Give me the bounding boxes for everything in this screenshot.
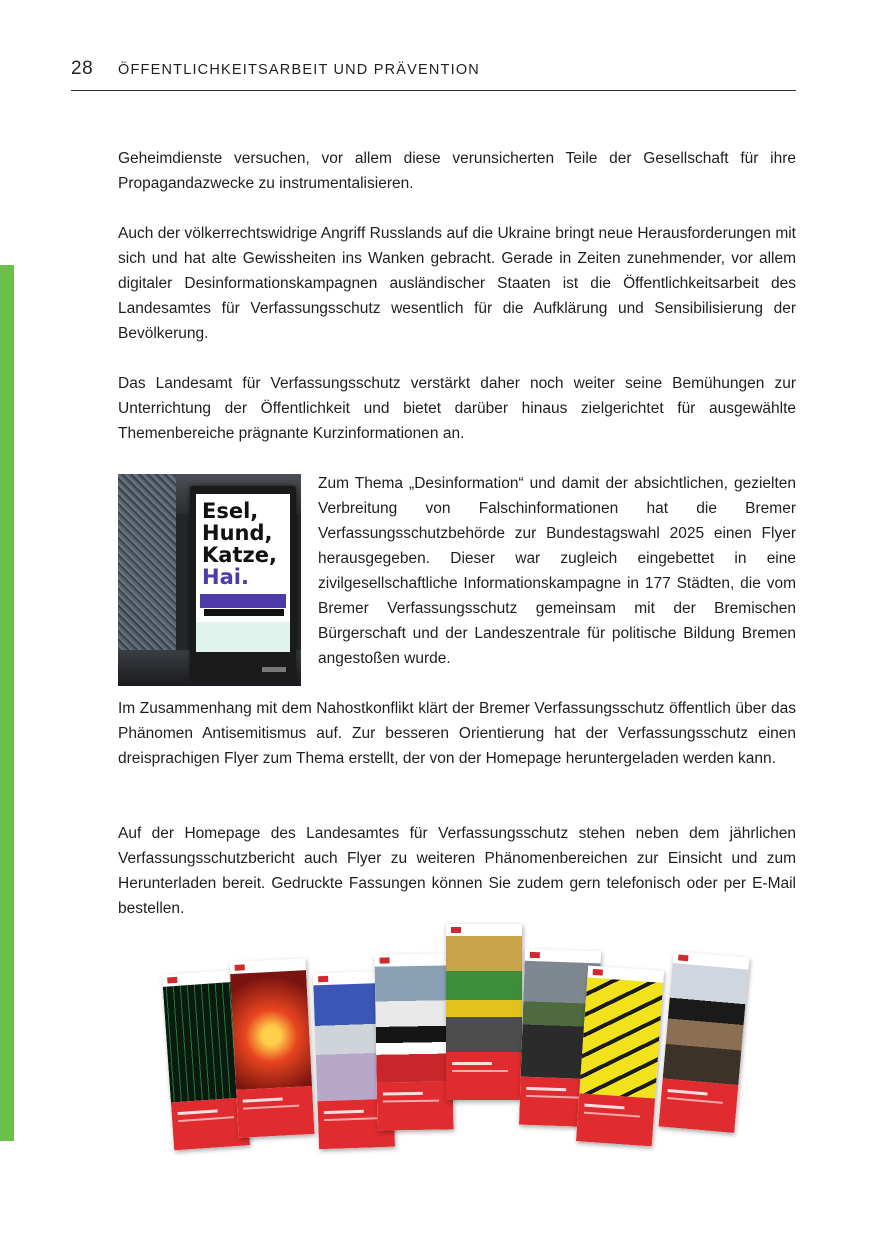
poster-word: Katze, [202, 543, 277, 567]
flyer-left-extremism [229, 958, 314, 1138]
poster-word: Hai. [202, 565, 249, 589]
flyer-islamism [658, 951, 749, 1133]
flyer-pkk [446, 924, 522, 1100]
paragraph-5: Im Zusammenhang mit dem Nahostkonflikt klärt der Bremer Verfassungsschutz öffentlich über das Phänomen Antisemitismus auf. Zur besseren Orientierung hat der Verfassungsschutz einen dreisprachigen Flyer zum Thema erstellt, der von der Homepage heruntergeladen werden kann. [118, 700, 796, 767]
paragraph-6: Auf der Homepage des Landesamtes für Verfassungsschutz stehen neben dem jährlichen Verfassungsschutzbericht auch Flyer zu weiteren Phänomenbereichen zur Einsicht und zum Herunterladen bereit. Gedruckte Fassungen können Sie zudem gern telefonisch oder per E-Mail bestellen. [118, 825, 796, 917]
page-header [71, 56, 796, 91]
flyer-collage [150, 920, 770, 1150]
side-accent-bar [0, 265, 14, 1141]
digital-kiosk [190, 486, 296, 680]
paragraph-3: Das Landesamt für Verfassungsschutz verstärkt daher noch weiter seine Bemühungen zur Unterrichtung der Öffentlichkeit und bietet darüber hinaus zielgerichtet für ausgewählte Themenbereiche prägnante Kurzinformationen an. [118, 375, 796, 442]
poster-tagline-box [200, 594, 286, 608]
paragraph-2: Auch der völkerrechtswidrige Angriff Russlands auf die Ukraine bringt neue Herausforderungen mit sich und hat alte Gewissheiten ins Wanken gebracht. Gerade in Zeiten zunehmender, vor allem digitaler Desinformationskampagnen ausländischer Staaten ist die Öffentlichkeitsarbeit des Landesamtes für Verfassungsschutz wesentlich für die Aufklärung und Sensibilisierung der Bevölkerung. [118, 225, 796, 342]
desinformation-poster-photo [118, 474, 301, 686]
poster-word: Hund, [202, 521, 273, 545]
poster-footer-strip [196, 622, 290, 652]
page-number: 28 [71, 58, 94, 79]
running-title: ÖFFENTLICHKEITSARBEIT UND PRÄVENTION [118, 62, 480, 78]
poster-date-box [204, 609, 284, 616]
poster-word: Esel, [202, 499, 259, 523]
kiosk-logo [262, 667, 286, 672]
paragraph-4: Zum Thema „Desinformation“ und damit der absichtlichen, gezielten Verbreitung von Falschinformationen hat die Bremer Verfassungsschutzbehörde zur Bundestagswahl 2025 einen Flyer herausgegeben. Dieser war zugleich eingebettet in eine zivilgesellschaftliche Informationskampagne in 177 Städten, die vom Bremer Verfassungsschutz gemeinsam mit der Bremischen Bürgerschaft und der Landeszentrale für politische Bildung Bremen angestoßen wurde. [318, 475, 796, 667]
flyer-right-extremism [374, 953, 453, 1130]
kiosk-screen [196, 494, 290, 652]
flyer-reichsbuerger [576, 966, 664, 1147]
paragraph-1: Geheimdienste versuchen, vor allem diese verunsicherten Teile der Gesellschaft für ihre Propagandazwecke zu instrumentalisieren. [118, 150, 796, 192]
